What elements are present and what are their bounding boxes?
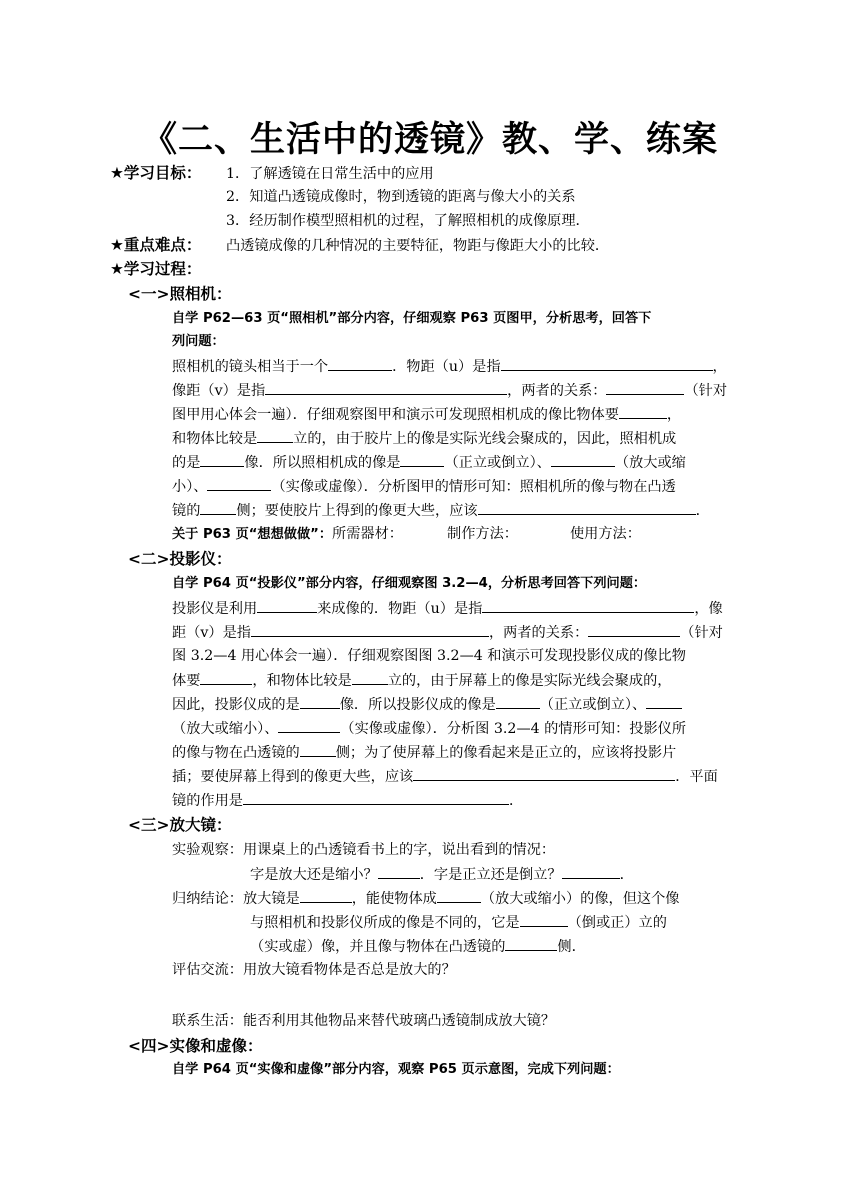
text: 像．所以投影仪成的像是 (339, 697, 496, 713)
fill-blank[interactable] (437, 889, 481, 903)
think-do-label: 关于 P63 页“想想做做”： (172, 527, 333, 542)
section-camera-heading: <一>照相机： (128, 285, 232, 303)
fill-blank[interactable] (482, 599, 694, 613)
projector-line-2 (172, 623, 723, 642)
fill-blank[interactable] (551, 453, 615, 467)
text: （放大或缩 (614, 455, 686, 471)
fill-blank[interactable] (501, 357, 713, 371)
think-do-method: 制作方法： (447, 526, 518, 542)
fill-blank[interactable] (505, 937, 557, 951)
text: （实像或虚像）．分析图 3.2—4 的情形可知：投影仪所 (340, 721, 687, 737)
text: （正立或倒立）、 (539, 697, 647, 713)
life-label: 联系生活： (172, 1013, 243, 1029)
page-title: 《二、生活中的透镜》教、学、练案 (141, 120, 718, 160)
text: 侧；要使胶片上得到的像更大些，应该 (236, 503, 478, 519)
text: 侧． (557, 939, 586, 955)
text: ， (712, 359, 727, 375)
text: ．平面 (675, 769, 718, 785)
text: （针对 (680, 625, 723, 641)
fill-blank[interactable] (646, 695, 682, 709)
camera-line-3 (172, 405, 681, 424)
text: 小）、 (172, 479, 208, 495)
observe-label: 实验观察： (172, 842, 243, 858)
section-real-virtual-heading: <四>实像和虚像： (128, 1037, 263, 1055)
fill-blank[interactable] (413, 767, 675, 781)
text: ， (666, 407, 682, 423)
goal-item-3: 3．经历制作模型照相机的过程，了解照相机的成像原理． (226, 213, 590, 229)
text: （实像或虚像）．分析图甲的情形可知：照相机所的像与物在凸透 (271, 479, 676, 495)
text: 立的，由于胶片上的像是实际光线会聚成的，因此，照相机成 (293, 431, 677, 447)
camera-line-2 (172, 381, 727, 400)
think-do-materials: 所需器材： (332, 526, 403, 542)
fill-blank[interactable] (352, 671, 388, 685)
text: 的像与物在凸透镜的 (172, 745, 300, 761)
conclusion-label: 归纳结论： (172, 891, 243, 907)
life-row (172, 1012, 555, 1030)
text: 镜的作用是 (172, 793, 243, 809)
goal-item-1: 1．了解透镜在日常生活中的应用 (226, 166, 434, 182)
fill-blank[interactable] (300, 695, 340, 709)
text: 镜的 (172, 503, 201, 519)
text: 插；要使屏幕上得到的像更大些，应该 (172, 769, 414, 785)
text: 因此，投影仪成的是 (172, 697, 300, 713)
section-magnifier-heading: <三>放大镜： (128, 816, 232, 834)
text: （倒或正）立的 (567, 915, 667, 931)
camera-intro-cont: 列问题： (172, 334, 225, 349)
text: 来成像的．物距（u）是指 (317, 601, 483, 617)
text: ，能使物体成 (351, 891, 437, 907)
projector-line-4 (172, 671, 671, 690)
projector-line-5 (172, 695, 682, 714)
fill-blank[interactable] (200, 671, 252, 685)
evaluate-row (172, 961, 456, 979)
fill-blank[interactable] (257, 429, 293, 443)
fill-blank[interactable] (207, 477, 271, 491)
text: ． (508, 793, 524, 809)
conclusion-row-1 (172, 889, 680, 908)
camera-line-7 (172, 501, 710, 520)
text: （放大或缩小）的像，但这个像 (480, 891, 680, 907)
fill-blank[interactable] (243, 791, 509, 805)
text: ，两者的关系： (488, 625, 589, 641)
text: ．字是正立还是倒立？ (419, 867, 562, 883)
projector-line-6 (172, 719, 686, 738)
text: 体要 (172, 673, 201, 689)
text: ． (619, 867, 634, 883)
text: ．物距（u）是指 (392, 359, 501, 375)
projector-line-7 (172, 743, 676, 762)
text: 的是 (172, 455, 201, 471)
fill-blank[interactable] (619, 405, 667, 419)
evaluate-text: 用放大镜看物体是否总是放大的？ (242, 962, 456, 978)
text: （放大或缩小）、 (172, 721, 279, 737)
key-label: ★重点难点： (110, 236, 202, 254)
text: ，和物体比较是 (252, 673, 352, 689)
fill-blank[interactable] (378, 865, 420, 879)
text: 距（v）是指 (172, 625, 251, 641)
fill-blank[interactable] (278, 719, 340, 733)
camera-line-6 (172, 477, 676, 496)
fill-blank[interactable] (478, 501, 696, 515)
observe-questions (250, 865, 634, 884)
text: 和物体比较是 (172, 431, 258, 447)
section-projector-heading: <二>投影仪： (128, 550, 232, 568)
process-label: ★学习过程： (110, 260, 202, 278)
fill-blank[interactable] (588, 623, 680, 637)
fill-blank[interactable] (300, 743, 336, 757)
text: 字是放大还是缩小？ (250, 867, 378, 883)
projector-line-1 (172, 599, 723, 618)
text: 侧；为了使屏幕上的像看起来是正立的，应该将投影片 (335, 745, 677, 761)
text: ，像 (694, 601, 723, 617)
evaluate-label: 评估交流： (172, 962, 243, 978)
fill-blank[interactable] (200, 453, 244, 467)
fill-blank[interactable] (400, 453, 444, 467)
camera-line-4 (172, 429, 676, 448)
goal-item-2: 2．知道凸透镜成像时，物到透镜的距离与像大小的关系 (226, 189, 576, 205)
think-do-usage: 使用方法： (569, 526, 641, 542)
camera-line-5 (172, 453, 686, 472)
conclusion-row-2 (250, 913, 667, 932)
fill-blank[interactable] (328, 357, 392, 371)
fill-blank[interactable] (606, 381, 684, 395)
observe-row (172, 841, 555, 859)
text: 图甲用心体会一遍）．仔细观察图甲和演示可发现照相机成的像比物体要 (172, 407, 619, 423)
life-text: 能否利用其他物品来替代玻璃凸透镜制成放大镜？ (242, 1013, 556, 1029)
text: 立的，由于屏幕上的像是实际光线会聚成的， (387, 673, 672, 689)
projector-line-9 (172, 791, 523, 810)
conclusion-row-3 (250, 937, 586, 956)
fill-blank[interactable] (496, 695, 540, 709)
projector-line-3: 图 3.2—4 用心体会一遍）．仔细观察图图 3.2—4 和演示可发现投影仪成的像比物 (172, 648, 686, 664)
text: 像距（v）是指 (172, 383, 266, 399)
fill-blank[interactable] (251, 623, 489, 637)
projector-intro: 自学 P64 页“投影仪”部分内容，仔细观察图 3.2—4，分析思考回答下列问题： (172, 576, 647, 591)
fill-blank[interactable] (265, 381, 507, 395)
fill-blank[interactable] (300, 889, 352, 903)
text: ，两者的关系： (507, 383, 607, 399)
fill-blank[interactable] (257, 599, 317, 613)
text: 投影仪是利用 (172, 601, 258, 617)
text: 放大镜是 (242, 891, 300, 907)
camera-line-1 (172, 357, 727, 376)
projector-line-8 (172, 767, 718, 786)
key-text: 凸透镜成像的几种情况的主要特征，物距与像距大小的比较． (226, 238, 610, 254)
text: 与照相机和投影仪所成的像是不同的，它是 (250, 915, 520, 931)
text: 像．所以照相机成的像是 (244, 455, 401, 471)
think-do-row (172, 525, 641, 544)
text: （针对 (684, 383, 728, 399)
real-virtual-intro: 自学 P64 页“实像和虚像”部分内容，观察 P65 页示意图，完成下列问题： (172, 1062, 620, 1077)
goals-label: ★学习目标： (110, 164, 202, 182)
text: （实或虚）像，并且像与物体在凸透镜的 (250, 939, 506, 955)
text: 照相机的镜头相当于一个 (172, 359, 329, 375)
fill-blank[interactable] (200, 501, 236, 515)
text: （正立或倒立）、 (444, 455, 551, 471)
fill-blank[interactable] (520, 913, 568, 927)
text: ． (695, 503, 710, 519)
camera-intro: 自学 P62—63 页“照相机”部分内容，仔细观察 P63 页图甲，分析思考，回答下 (172, 311, 652, 326)
observe-text: 用课桌上的凸透镜看书上的字，说出看到的情况： (242, 842, 556, 858)
fill-blank[interactable] (562, 865, 620, 879)
